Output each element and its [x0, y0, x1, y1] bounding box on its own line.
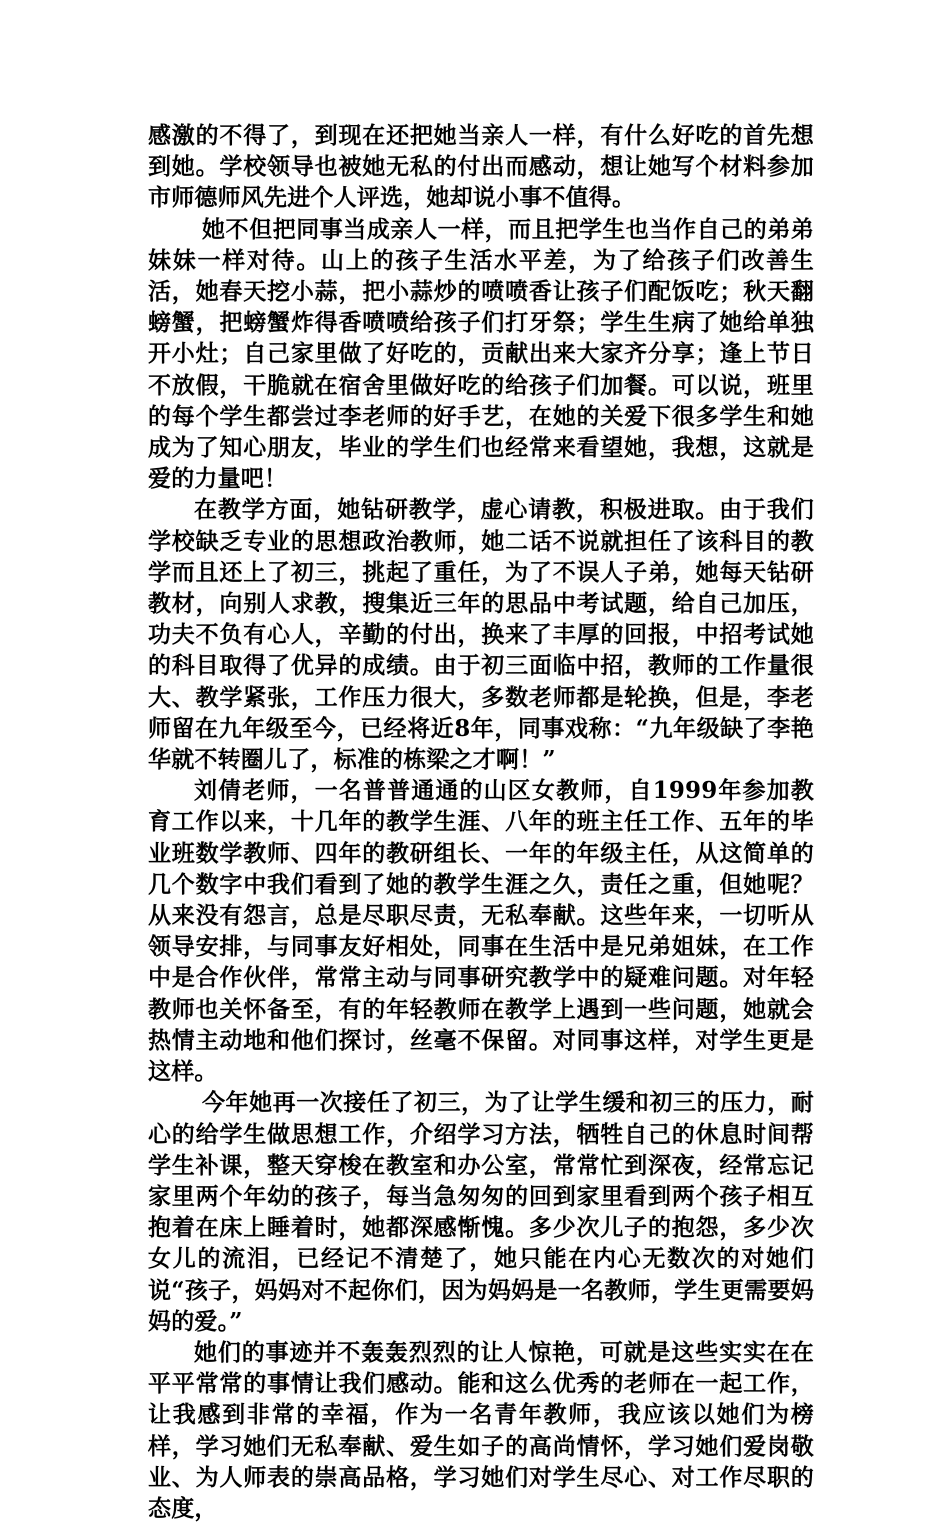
- paragraph-3: 在教学方面，她钻研教学，虚心请教，积极进取。由于我们学校缺乏专业的思想政治教师，她二话不说就担任了该科目的教学而且还上了初三，挑起了重任，为了不误人子弟，她每天钻研教材，向别人求教，搜集近三年的思品中考试题，给自己加压，功夫不负有心人，辛勤的付出，换来了丰厚的回报，中招考试她的科目取得了优异的成绩。由于初三面临中招，教师的工作量很大、教学紧张，工作压力很大，多数老师都是轮换，但是，李老师留在九年级至今，已经将近8年，同事戏称：“九年级缺了李艳华就不转圈儿了，标准的栋梁之才啊！”: [148, 496, 814, 774]
- paragraph-6: 她们的事迹并不轰轰烈烈的让人惊艳，可就是这些实实在在平平常常的事情让我们感动。能和这么优秀的老师在一起工作，让我感到非常的幸福，作为一名青年教师，我应该以她们为榜样，学习她们无私奉献、爱生如子的高尚情怀，学习她们爱岗敬业、为人师表的崇高品格，学习她们对学生尽心、对工作尽职的态度，: [148, 1338, 814, 1522]
- paragraph-5: 今年她再一次接任了初三，为了让学生缓和初三的压力，耐心的给学生做思想工作，介绍学习方法，牺牲自己的休息时间帮学生补课，整天穿梭在教室和办公室，常常忙到深夜，经常忘记家里两个年幼的孩子，每当急匆匆的回到家里看到两个孩子相互抱着在床上睡着时，她都深感惭愧。多少次儿子的抱怨，多少次女儿的流泪，已经记不清楚了，她只能在内心无数次的对她们说“孩子，妈妈对不起你们，因为妈妈是一名教师，学生更需要妈妈的爱。”: [148, 1089, 814, 1335]
- paragraph-4: 刘倩老师，一名普普通通的山区女教师，自1999年参加教育工作以来，十几年的教学生涯、八年的班主任工作、五年的毕业班数学教师、四年的教研组长、一年的年级主任，从这简单的几个数字中我们看到了她的教学生涯之久，责任之重，但她呢？从来没有怨言，总是尽职尽责，无私奉献。这些年来，一切听从领导安排，与同事友好相处，同事在生活中是兄弟姐妹，在工作中是合作伙伴，常常主动与同事研究教学中的疑难问题。对年轻教师也关怀备至，有的年轻教师在教学上遇到一些问题，她就会热情主动地和他们探讨，丝毫不保留。对同事这样，对学生更是这样。: [148, 777, 814, 1086]
- document-body: [148, 120, 814, 1524]
- paragraph-2: 她不但把同事当成亲人一样，而且把学生也当作自己的弟弟妹妹一样对待。山上的孩子生活水平差，为了给孩子们改善生活，她春天挖小蒜，把小蒜炒的喷喷香让孩子们配饭吃；秋天翻螃蟹，把螃蟹炸得香喷喷给孩子们打牙祭；学生生病了她给单独开小灶；自己家里做了好吃的，贡献出来大家齐分享；逢上节日不放假，干脆就在宿舍里做好吃的给孩子们加餐。可以说，班里的每个学生都尝过李老师的好手艺，在她的关爱下很多学生和她成为了知心朋友，毕业的学生们也经常来看望她，我想，这就是爱的力量吧！: [148, 215, 814, 493]
- paragraph-1: 感激的不得了，到现在还把她当亲人一样，有什么好吃的首先想到她。学校领导也被她无私的付出而感动，想让她写个材料参加市师德师风先进个人评选，她却说小事不值得。: [148, 122, 814, 212]
